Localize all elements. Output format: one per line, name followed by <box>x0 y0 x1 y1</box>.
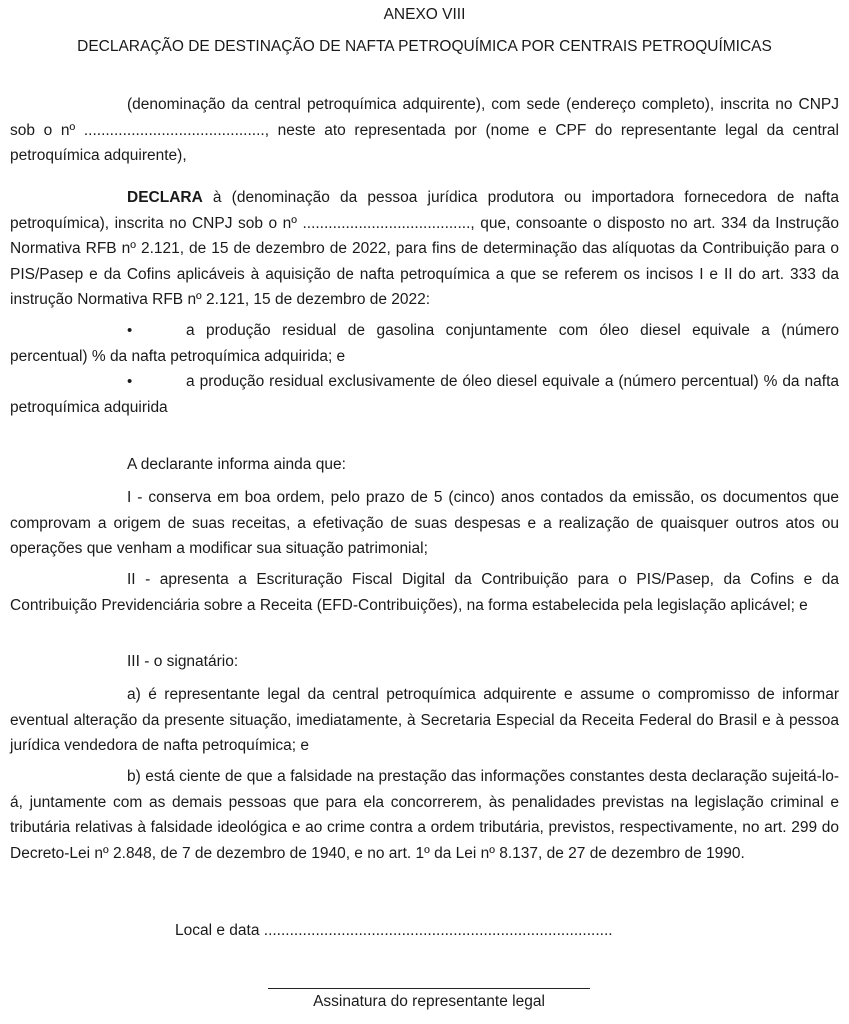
item-ii: II - apresenta a Escrituração Fiscal Digital da Contribuição para o PIS/Pasep, da Cofins e da Contribuição Previdenciária sobre a Receita (EFD-Contribuições), na forma estabelecida pela legislação aplicável; e <box>10 571 839 614</box>
item-a: a) é representante legal da central petroquímica adquirente e assume o compromisso de informar eventual alteração da presente situação, imediatamente, à Secretaria Especial da Receita Federal do Brasil e à pessoa jurídica vendedora de nafta petroquímica; e <box>10 686 839 754</box>
declara-keyword: DECLARA <box>127 189 203 206</box>
declara-text: à (denominação da pessoa jurídica produtora ou importadora fornecedora de nafta petroquímica), inscrita no CNPJ sob o nº ......................................., que, consoante o disposto no art. 334 da Instrução Normativa RFB nº 2.121, de 15 de dezembro de 2022, para fins de determinação das alíquotas da Contribuição para o PIS/Pasep e da Cofins aplicáveis à aquisição de nafta petroquímica a que se referem os incisos I e II do art. 333 da instrução Normativa RFB nº 2.121, 15 de dezembro de 2022: <box>10 189 839 308</box>
bullet-item-gasoline: a produção residual de gasolina conjuntamente com óleo diesel equivale a (número percentual) % da nafta petroquímica adquirida; e <box>10 322 839 365</box>
informa-intro: A declarante informa ainda que: <box>127 456 346 473</box>
local-and-date: Local e data ................................................................................. <box>175 922 613 939</box>
item-i: I - conserva em boa ordem, pelo prazo de 5 (cinco) anos contados da emissão, os documentos que comprovam a origem de suas receitas, a efetivação de suas despesas e a realização de quaisquer outros atos ou operações que venham a modificar sua situação patrimonial; <box>10 489 839 557</box>
declara-paragraph <box>10 185 839 313</box>
item-b: b) está ciente de que a falsidade na prestação das informações constantes desta declaração sujeitá-lo-á, juntamente com as demais pessoas que para ela concorrerem, às penalidades previstas na legislação criminal e tributária relativas à falsidade ideológica e ao crime contra a ordem tributária, previstos, respectivamente, no art. 299 do Decreto-Lei nº 2.848, de 7 de dezembro de 1940, e no art. 1º da Lei nº 8.137, de 27 de dezembro de 1990. <box>10 768 839 862</box>
item-iii: III - o signatário: <box>127 653 239 670</box>
bullet-item-diesel: a produção residual exclusivamente de óleo diesel equivale a (número percentual) % da nafta petroquímica adquirida <box>10 373 839 416</box>
bullet-icon: • <box>127 373 133 390</box>
annex-title: ANEXO VIII <box>383 6 466 23</box>
declaration-title: DECLARAÇÃO DE DESTINAÇÃO DE NAFTA PETROQUÍMICA POR CENTRAIS PETROQUÍMICAS <box>77 38 772 55</box>
signature-label: Assinatura do representante legal <box>313 993 545 1010</box>
bullet-icon: • <box>127 322 133 339</box>
signature-line <box>268 988 590 989</box>
intro-paragraph: (denominação da central petroquímica adquirente), com sede (endereço completo), inscrita no CNPJ sob o nº .........................................., neste ato representada por (nome e CPF do representante legal da central petroquímica adquirente), <box>10 96 839 164</box>
